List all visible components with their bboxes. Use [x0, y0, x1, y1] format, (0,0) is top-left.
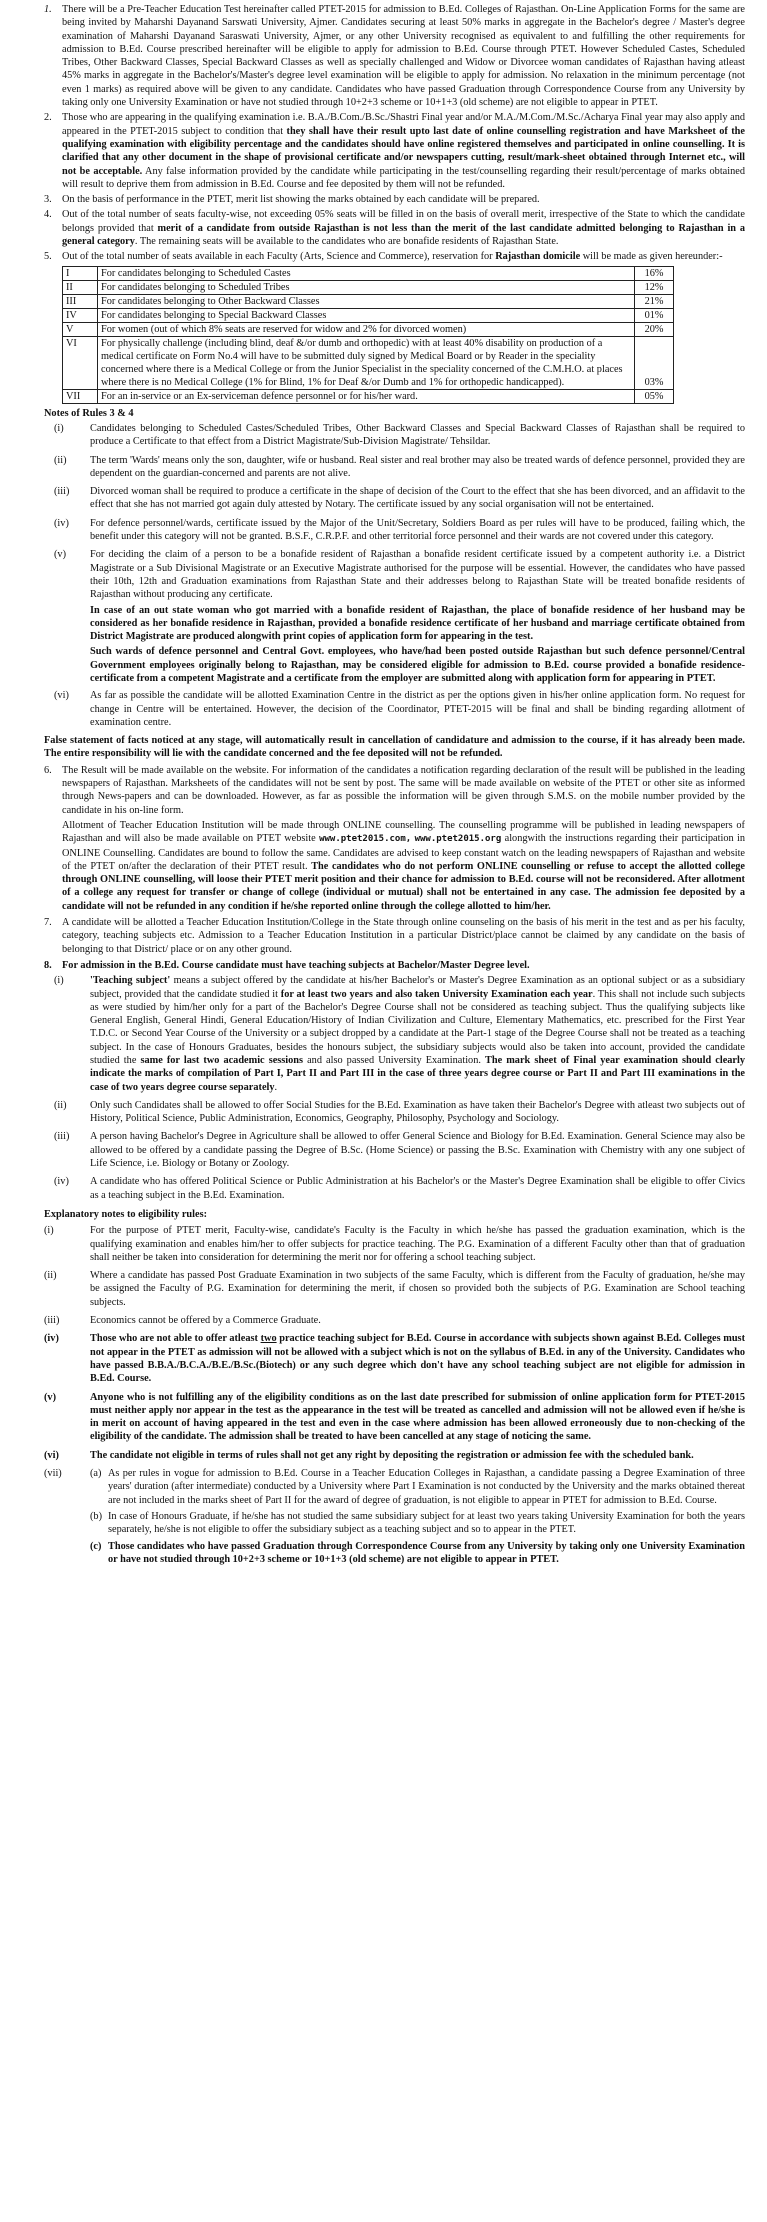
note-text: Divorced woman shall be required to produce a certificate in the shape of decision of the Court to the effect that she has been divorced, and an affidavit to the effect that she has not married got again duly attested by Notary. The certificate issued by any social organisation will not be entertained.	[90, 486, 745, 511]
reservation-category: For candidates belonging to Scheduled Castes	[98, 266, 635, 280]
false-statement-warning: False statement of facts noticed at any stage, will automatically result in cancellation of candidature and admission to the course, if it has already been made. The entire responsibility will lie with the candidate concerned and the fee deposited will not be refunded.	[44, 735, 745, 760]
note-text: Those candidates who have passed Graduation through Correspondence Course from any University by taking only one University Examination or have not studied through 10+2+3 scheme or 10+1+3 (old scheme) are not eligible to appear in PTET.	[108, 1540, 745, 1565]
rule-text	[62, 250, 745, 263]
note-text: For defence personnel/wards, certificate issued by the Major of the Unit/Secretary, Soldiers Board as per rules will have to be produced, failing which, the benefit under this category will not be granted. B.S.F., C.R.P.F. and other territorial force personnel and their wards are not covered under this category.	[90, 517, 745, 543]
rule-text-part: Out of the total number of seats available in each Faculty (Arts, Science and Commerce), reservation for	[62, 251, 496, 263]
explanatory-ii	[44, 1269, 745, 1309]
explanatory-vii-c	[90, 1540, 745, 1567]
note-number: (iii)	[54, 486, 70, 498]
rule-5	[44, 250, 745, 263]
reservation-row	[63, 322, 674, 336]
note-number: (vii)	[44, 1468, 62, 1480]
note-text-part: Those who are not able to offer atleast	[90, 1333, 261, 1345]
sub-text	[90, 974, 745, 1094]
note-text: As per rules in vogue for admission to B.Ed. Course in a Teacher Education Colleges in Rajasthan, a candidate passing a Degree Examination of three years' duration (after intermediate) conducted by a University where Part I Examination is not conducted by the University and the marks obtained thereat are not included in the marks sheet of Part II for the award of degree of graduation, is not eligible to appear in PTET for admission to B.Ed. Course.	[108, 1468, 745, 1506]
note-text: In case of Honours Graduate, if he/she has not studied the same subsidiary subject for at least two years taking University Examination for both the years separately, he/she is not eligible to offer the subsidiary subject as a teaching subject and so to appear in the PTET.	[108, 1510, 745, 1536]
reservation-row	[63, 308, 674, 322]
note-v-married-woman: In case of an out state woman who got married with a bonafide resident of Rajasthan, the place of bonafide residence of her husband may be considered as her bonafide residence in Rajasthan, provided a bonafide residence certificate of her husband and marriage certificate obtained from District Magistrate are produced alongwith print copies of application form for appearing in the test.	[90, 604, 745, 643]
reservation-roman-number: VI	[63, 336, 98, 389]
website-link-com[interactable]: www.ptet2015.com,	[319, 834, 412, 845]
rule-6-counselling	[62, 819, 745, 913]
reservation-row	[63, 294, 674, 308]
note-number: (v)	[44, 1391, 57, 1403]
rule-number: 2.	[44, 112, 52, 124]
note-ii	[44, 454, 745, 481]
rule-text: On the basis of performance in the PTET, merit list showing the marks obtained by each candidate will be prepared.	[62, 194, 540, 206]
rule-text	[62, 111, 745, 191]
rule-text-bold: The candidates who do not perform ONLINE counselling or refuse to accept the allotted college through ONLINE counselling, will loose their PTET merit position and their chance for admission to B.Ed. course will not be reconsidered. After allotment of a college any request for transfer or change of college (individual or mutual) shall not be entertained in any case. The admission fee deposited by a candidate will not be refunded in any condition if he/she reported online through the college allotted to him/her.	[62, 860, 745, 912]
rule-number: 8.	[44, 959, 52, 971]
sub-text-bold: 'Teaching subject'	[90, 975, 171, 987]
note-text: For the purpose of PTET merit, Faculty-wise, candidate's Faculty is the Faculty in which he/she has passed the graduation examination, which is the qualifying examination and enables him/her to offer subjects for practice teaching. The P.G. Examination of a different Faculty other than that of graduation shall neither be taken into consideration for determining the merit nor for offering a school teaching subject.	[90, 1225, 745, 1263]
sub-number: (ii)	[54, 1099, 67, 1111]
explanatory-vii	[44, 1467, 745, 1569]
note-iii	[44, 485, 745, 512]
reservation-percentage: 21%	[635, 294, 674, 308]
rule-text-part: Out of the total number of seats faculty-wise, not exceeding 05% seats will be filled in on the basis of overall merit, irrespective of the State to which the candidate belongs provided that	[62, 209, 745, 234]
rule-text-part: Those who are appearing in the qualifying examination i.e. B.A./B.Com./B.Sc./Shastri Final year and/or M.A./M.Com./M.Sc./Acharya Final year may also apply and appeared in the PTET-2015 subject to condition that	[62, 112, 745, 137]
sub-text: A person having Bachelor's Degree in Agriculture shall be allowed to offer General Science and Biology for B.Ed. Examination. General Science may also be allowed to be offered by a candidate passing the Degree of B.Sc. (Home Science) or passing the B.Sc. Examination with Chemistry with any one subject of Life Science, i.e. Biology or Botany or Zoology.	[90, 1131, 745, 1170]
rule-text-part: Any false information provided by the candidate while participating in the test/counselling regarding their result/percentage of marks obtained will result to deprive them from admission in B.Ed. Course and fee deposited by them will not be refunded.	[62, 165, 745, 190]
note-text	[90, 1467, 745, 1569]
rule-2	[44, 111, 745, 191]
note-number: (ii)	[54, 454, 67, 466]
explanatory-iii	[44, 1314, 745, 1327]
rule-number: 6.	[44, 764, 52, 776]
reservation-percentage: 20%	[635, 322, 674, 336]
note-v-defence-wards: Such wards of defence personnel and Central Govt. employees, who have/had been posted outside Rajasthan but such defence personnel/Central Government employees originally belong to Rajasthan, may be considered eligible for admission to B.Ed. course provided a bonafide residence-certificate from a competent Magistrate and a certificate from the employer are submitted along with application form for appearing in PTET.	[90, 646, 745, 684]
explanatory-vi	[44, 1449, 745, 1462]
note-text: Economics cannot be offered by a Commerce Graduate.	[90, 1315, 321, 1327]
rule-text-part: will be made as given hereunder:-	[580, 251, 723, 263]
note-number: (vi)	[54, 690, 69, 702]
reservation-row	[63, 389, 674, 403]
note-i	[44, 422, 745, 449]
reservation-table	[62, 266, 674, 404]
note-text: Anyone who is not fulfilling any of the eligibility conditions as on the last date prescribed for submission of online application form for PTET-2015 must neither apply nor appear in the test as the appearance in the test will be treated as cancelled and admission will not be allowed even if he/she is in merit on account of having appeared in the test and even in the case where admission has been allowed erroneously due to non-checking of the eligibility of the candidate. The admission shall be treated to have been cancelled at any stage of noticing the same.	[90, 1391, 745, 1443]
rule-7	[44, 916, 745, 956]
rule-text: The Result will be made available on the website. For information of the candidates a notification regarding declaration of the result will be published in the leading newspapers of Rajasthan. Marksheets of the candidates will not be sent by post. The same will be made available on website of the PTET or other site as informed through News-papers and can be downloaded. However, as far as possible the information will be given through S.M.S. on the mobile number provided by the candidate in his on-line form.	[62, 764, 745, 816]
rule-text-bold: they shall have their result upto last date of online counselling registration and have Marksheet of the qualifying examination with eligibility percentage and the candidates should have online registered themselves and participated in online counselling. It is clarified that any other document in the shape of provisional certificate and/or newspapers cutting, result/mark-sheet obtained through Internet etc., will not be acceptable.	[62, 125, 745, 177]
note-text: The candidate not eligible in terms of rules shall not get any right by depositing the registration or admission fee with the scheduled bank.	[90, 1449, 694, 1461]
note-v	[44, 548, 745, 601]
reservation-roman-number: VII	[63, 389, 98, 403]
reservation-row	[63, 280, 674, 294]
note-number: (iv)	[44, 1333, 59, 1345]
rule-4	[44, 208, 745, 248]
note-number: (iii)	[44, 1315, 60, 1327]
explanatory-iv	[44, 1332, 745, 1385]
rule-text-part: alongwith the instructions regarding their participation in ONLINE Counselling. Candidates are bound to follow the same. Candidates are advised to keep constant watch on the leading newspapers of Rajasthan and website of the PTET on/after the declaration of their PTET result.	[62, 833, 745, 872]
reservation-category: For physically challenge (including blind, deaf &/or dumb and orthopedic) with at least 40% disability on production of a medical certificate on Form No.4 will have to be submitted duly signed by Medical Board or by Reader in the speciality concerned where there is a Medical College or from the Junior Specialist in the speciality concerned of the C.M.H.O. at places where there is no Medical College (1% for Blind, 1% for Deaf &/or Dumb and 1% for orthopedic handicapped).	[98, 336, 635, 389]
website-link-org[interactable]: www.ptet2015.org	[414, 834, 502, 845]
note-number: (vi)	[44, 1449, 59, 1461]
sub-number: (i)	[54, 975, 64, 987]
sub-text: Only such Candidates shall be allowed to offer Social Studies for the B.Ed. Examination as have taken their Bachelor's Degree with atleast two subjects out of History, Political Science, Public Administration, Economics, Geography, Philosophy, Psychology and Sociology.	[90, 1099, 745, 1125]
rule-3	[44, 193, 745, 206]
rule-8-iv	[44, 1175, 745, 1202]
note-text-underline: two	[260, 1333, 277, 1345]
reservation-row	[63, 266, 674, 280]
reservation-roman-number: IV	[63, 308, 98, 322]
reservation-percentage: 16%	[635, 266, 674, 280]
explanatory-i	[44, 1224, 745, 1264]
rule-8-ii	[44, 1099, 745, 1126]
reservation-roman-number: II	[63, 280, 98, 294]
rule-text	[62, 208, 745, 248]
reservation-category: For candidates belonging to Special Backward Classes	[98, 308, 635, 322]
rule-text-bold: Rajasthan domicile	[495, 251, 581, 263]
sub-number: (iv)	[54, 1176, 69, 1188]
note-letter: (a)	[90, 1468, 102, 1480]
reservation-percentage: 12%	[635, 280, 674, 294]
note-text: As far as possible the candidate will be allotted Examination Centre in the district as per the options given in his/her online application form. No request for change in Centre will be entertained. However, the decision of the Coordinator, PTET-2015 will be final and shall be binding regarding allotment of examination centre.	[90, 690, 745, 728]
reservation-roman-number: I	[63, 266, 98, 280]
rule-text-part: Allotment of Teacher Education Institution will be made through ONLINE counselling. The counselling programme will be published in leading newspapers of Rajasthan and will also be made available on PTET website	[62, 819, 745, 845]
note-letter: (c)	[90, 1540, 102, 1552]
reservation-percentage: 01%	[635, 308, 674, 322]
sub-text-bold: The mark sheet of Final year examination should clearly indicate the marks of compilation of Part I, Part II and Part III in the case of three years degree course or Part II and Part III examinations in the case of two years degree course separately	[90, 1055, 745, 1093]
explanatory-heading: Explanatory notes to eligibility rules:	[44, 1208, 208, 1220]
rule-8	[44, 959, 745, 972]
explanatory-vii-a	[90, 1467, 745, 1507]
reservation-category: For an in-service or an Ex-serviceman defence personnel or for his/her ward.	[98, 389, 635, 403]
rule-8-iii	[44, 1130, 745, 1170]
reservation-category: For candidates belonging to Other Backward Classes	[98, 294, 635, 308]
rule-8-i	[44, 974, 745, 1094]
rule-6	[44, 764, 745, 817]
explanatory-v	[44, 1391, 745, 1444]
note-number: (iv)	[54, 517, 69, 529]
note-number: (v)	[54, 549, 67, 561]
note-vi	[44, 689, 745, 729]
sub-text-bold: for at least two years and also taken University Examination each year	[280, 988, 593, 1000]
rule-heading: For admission in the B.Ed. Course candidate must have teaching subjects at Bachelor/Master Degree level.	[62, 959, 530, 971]
sub-number: (iii)	[54, 1131, 70, 1143]
rule-number: 4.	[44, 209, 52, 221]
reservation-row	[63, 336, 674, 389]
rule-text-bold: merit of a candidate from outside Rajasthan is not less than the merit of the last candidate admitted belonging to Rajasthan in a general category	[62, 222, 745, 248]
sub-text-part: and also passed University Examination.	[303, 1055, 485, 1066]
rule-number: 5.	[44, 251, 52, 263]
note-number: (i)	[44, 1225, 54, 1237]
note-iv	[44, 517, 745, 544]
reservation-roman-number: III	[63, 294, 98, 308]
rule-text: A candidate will be allotted a Teacher Education Institution/College in the State through online counseling on the basis of his merit in the test and as per his faculty, category, teaching subjects etc. Admission to a Teacher Education Institution in a particular District/place cannot be claimed by any candidate on the basis of belonging to that District/ place or on any other ground.	[62, 917, 745, 955]
note-text: The term 'Wards' means only the son, daughter, wife or husband. Real sister and real brother may also be treated wards of defence personnel, provided they are dependent on the guardian-concerned and parents are not alive.	[90, 454, 745, 479]
note-letter: (b)	[90, 1510, 103, 1522]
note-text: Candidates belonging to Scheduled Castes/Scheduled Tribes, Other Backward Classes and Special Backward Classes of Rajasthan shall be required to produce a Certificate to that effect from a District Magistrate/Sub-Division Magistrate/ Tehsildar.	[90, 422, 745, 448]
note-text: Where a candidate has passed Post Graduate Examination in two subjects of the same Faculty, which is different from the Faculty of graduation, he/she may be assigned the Faculty of P.G. Examination for determining the merit, if chosen so provided both the subjects of P.G. Examination are School teaching subjects.	[90, 1270, 745, 1308]
explanatory-vii-b	[90, 1510, 745, 1537]
sub-text-part: .	[274, 1081, 278, 1093]
reservation-percentage: 05%	[635, 389, 674, 403]
sub-text-part: . This shall not include such subjects as were studied by him/her only for a part of the Bachelor's Degree Course shall not be considered as teaching subject. Thus the qualifying subjects like General English, General Hindi, General Education/History of Indian Civilization and Culture, Elementary Mathematics, etc. prescribed for the First Year T.D.C. or Second Year Course of the University or a subject dropped by a candidate at the Part-1 stage of the Degree Course shall not be treated as a teaching subject. In the case of Honours Graduates, besides the honours subject, the subsidiary subjects would also be taken into account, provided the candidate studied the	[90, 988, 745, 1066]
reservation-percentage: 03%	[635, 336, 674, 389]
reservation-category: For candidates belonging to Scheduled Tribes	[98, 280, 635, 294]
rule-text: There will be a Pre-Teacher Education Test hereinafter called PTET-2015 for admission to B.Ed. Colleges of Rajasthan. On-Line Application Forms for the same are being invited by Maharshi Dayanand Sarswati University, Ajmer. Candidates securing at least 50% marks in aggregate in the Bachelor's degree / Master's degree examination of Maharshi Dayanand Saraswati University, Ajmer, or any other University recognised as equivalent to and fulfilling the other requirements for admission to B.Ed. Course prescribed hereinafter will be eligible to apply for admission to B.Ed. Course through PTET. However Scheduled Castes, Scheduled Tribes, Other Backward Classes, Special Backward Classes as well as specially challenged and Widow or Divorcee woman candidates of Rajasthan having atleast 45% marks in aggregate in the Bachelor's/Master's degree level examination will be eligible to apply for admission. No relaxation in the minimum percentage (not even 1 marks) as required above will be given to any candidate. Candidates who have passed Graduation through Correspondence Course from any University by taking only one University Examination or have not studied through 10+2+3 scheme or 10+1+3 (old scheme) are not eligible to appear in PTET.	[62, 4, 745, 109]
rule-number: 1.	[44, 4, 52, 15]
note-number: (ii)	[44, 1270, 57, 1282]
rule-number: 3.	[44, 194, 52, 206]
sub-text: A candidate who has offered Political Science or Public Administration at his Bachelor's or the Master's Degree Examination shall be eligible to offer Civics as a teaching subject in the B.Ed. Examination.	[90, 1176, 745, 1201]
rule-text-part: . The remaining seats will be available to the candidates who are bonafide residents of Rajasthan State.	[134, 236, 559, 248]
note-text: For deciding the claim of a person to be a bonafide resident of Rajasthan a bonafide resident certificate issued by a competent authority i.e. a District Magistrate or a Sub Divisional Magistrate or an Executive Magistrate authorised for the purpose will be essential. However, the candidates who have passed their 10th, 12th and Graduation examinations from Rajasthan State and their addresses belong to Rajasthan State will be treated bonafide residents of Rajasthan without producing any certificate.	[90, 549, 745, 601]
reservation-category: For women (out of which 8% seats are reserved for widow and 2% for divorced women)	[98, 322, 635, 336]
sub-text-part: means a subject offered by the candidate at his/her Bachelor's or Master's Degree Examination as an optional subject or as a subsidiary subject, provided that the candidate studied it	[90, 975, 746, 1000]
note-text	[90, 1332, 745, 1385]
reservation-roman-number: V	[63, 322, 98, 336]
rule-number: 7.	[44, 917, 52, 929]
note-text-part: practice teaching subject for B.Ed. Course in accordance with subjects shown against B.Ed. Colleges must not appear in the PTET as admission will not be allowed with a subject which is not on the syllabus of B.Ed. in any of the University. Candidates who have passed B.B.A./B.C.A./B.E./B.Sc.(Biotech) or any such degree which don't have any school teaching subject are not eligible for admission in B.Ed. Course.	[90, 1333, 745, 1385]
notes-heading: Notes of Rules 3 & 4	[44, 407, 134, 419]
sub-text-bold: same for last two academic sessions	[140, 1055, 304, 1066]
note-number: (i)	[54, 422, 64, 434]
rule-1	[44, 3, 745, 109]
